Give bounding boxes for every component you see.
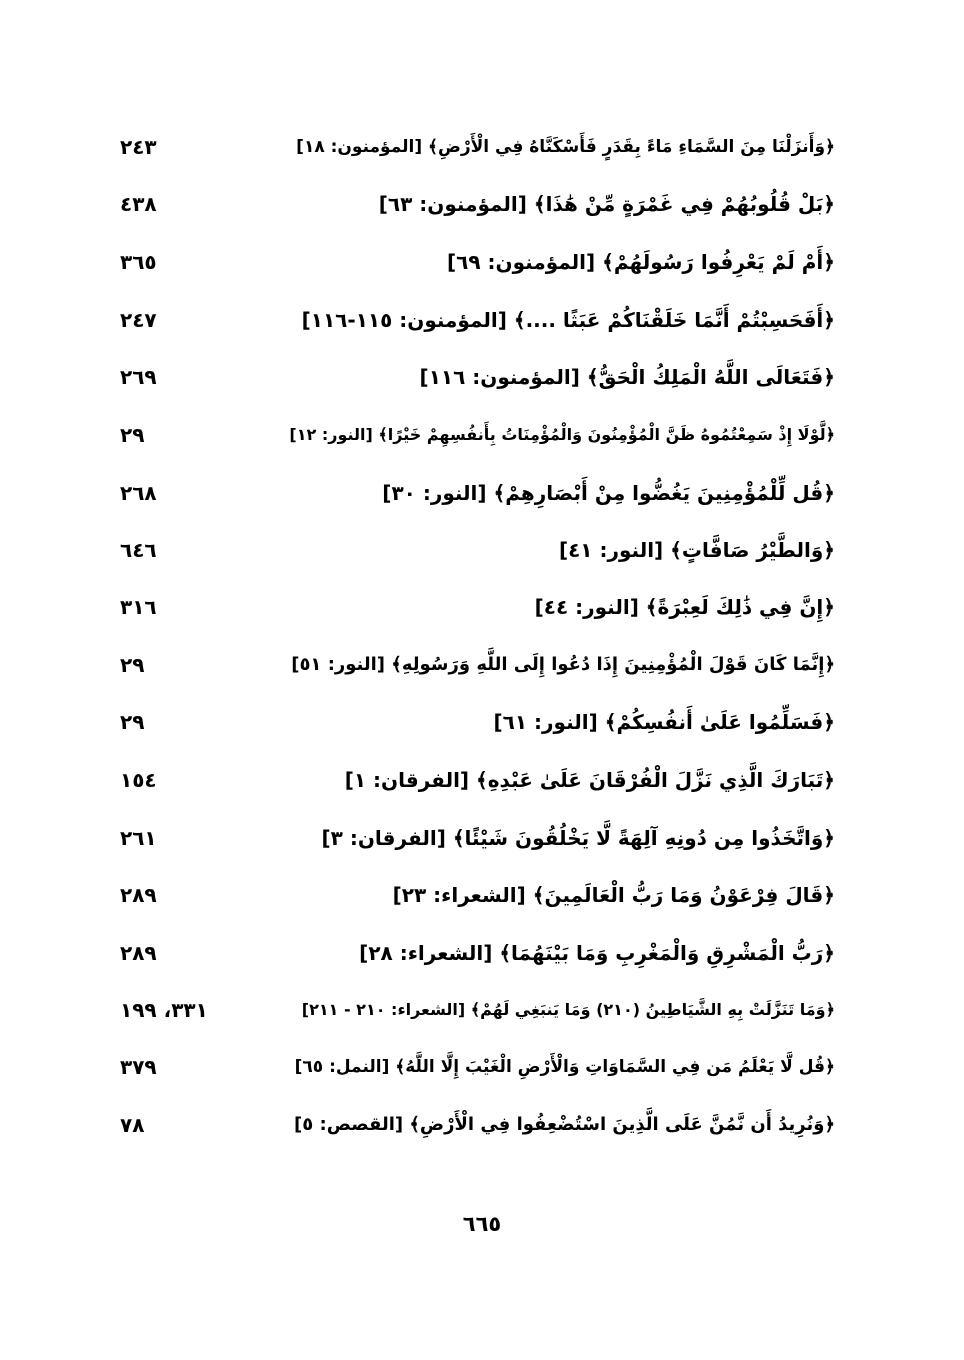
verse-text: ﴿قُل لِّلْمُؤْمِنِينَ يَغُضُّوا مِنْ أَبْصَارِهِمْ﴾ [النور: ٣٠]	[382, 481, 835, 505]
verse-text: ﴿فَسَلِّمُوا عَلَىٰ أَنفُسِكُمْ﴾ [النور: ٦١]	[493, 710, 835, 734]
page-reference: ٢٩	[120, 423, 145, 447]
index-row	[120, 875, 835, 915]
index-row	[120, 242, 835, 282]
page-reference: ٢٤٣	[120, 135, 157, 159]
page-reference: ٣٦٥	[120, 250, 157, 274]
index-row	[120, 933, 835, 973]
page-reference: ٢٦١	[120, 826, 157, 850]
verse-text: ﴿رَبُّ الْمَشْرِقِ وَالْمَغْرِبِ وَمَا بَيْنَهُمَا﴾ [الشعراء: ٢٨]	[359, 941, 835, 965]
page-reference: ٢٨٩	[120, 941, 157, 965]
index-row	[120, 127, 835, 167]
verse-text: ﴿وَأَنزَلْنَا مِنَ السَّمَاءِ مَاءً بِقَدَرٍ فَأَسْكَنَّاهُ فِي الْأَرْضِ﴾ [المؤمنون: ١٨]	[296, 137, 835, 157]
index-row	[120, 184, 835, 224]
index-row	[120, 1105, 835, 1145]
page-reference: ٣٧٩	[120, 1055, 157, 1079]
verse-text: ﴿بَلْ قُلُوبُهُمْ فِي غَمْرَةٍ مِّنْ هَٰذَا﴾ [المؤمنون: ٦٣]	[378, 192, 835, 216]
verse-text: ﴿فَتَعَالَى اللَّهُ الْمَلِكُ الْحَقُّ﴾ [المؤمنون: ١١٦]	[419, 365, 835, 389]
index-row	[120, 645, 835, 685]
verse-text: ﴿إِنَّمَا كَانَ قَوْلَ الْمُؤْمِنِينَ إِذَا دُعُوا إِلَى اللَّهِ وَرَسُولِهِ﴾ [النور: ٥١]	[291, 654, 835, 675]
page-reference: ٤٣٨	[120, 192, 157, 216]
verse-text: ﴿وَالطَّيْرُ صَافَّاتٍ﴾ [النور: ٤١]	[558, 538, 835, 562]
index-row	[120, 300, 835, 340]
page-reference: ٦٤٦	[120, 538, 157, 562]
index-row	[120, 1047, 835, 1087]
index-row	[120, 357, 835, 397]
page-reference: ٢٦٩	[120, 365, 157, 389]
page-reference: ٢٤٧	[120, 308, 157, 332]
verse-text: ﴿قَالَ فِرْعَوْنُ وَمَا رَبُّ الْعَالَمِينَ﴾ [الشعراء: ٢٣]	[392, 883, 835, 907]
index-row	[120, 760, 835, 800]
verse-text: ﴿تَبَارَكَ الَّذِي نَزَّلَ الْفُرْقَانَ عَلَىٰ عَبْدِهِ﴾ [الفرقان: ١]	[344, 768, 835, 792]
index-row	[120, 415, 835, 455]
index-row	[120, 530, 835, 570]
page-reference: ٢٨٩	[120, 883, 157, 907]
index-row	[120, 473, 835, 513]
page-reference: ٣٣١، ١٩٩	[120, 998, 208, 1022]
index-row	[120, 587, 835, 627]
verse-text: ﴿إِنَّ فِي ذَٰلِكَ لَعِبْرَةً﴾ [النور: ٤٤]	[534, 595, 835, 619]
page-reference: ٢٩	[120, 710, 145, 734]
index-row	[120, 818, 835, 858]
verse-text: ﴿قُل لَّا يَعْلَمُ مَن فِي السَّمَاوَاتِ وَالْأَرْضِ الْغَيْبَ إِلَّا اللَّهُ﴾ [النمل: ٦٥]	[294, 1057, 835, 1077]
index-row	[120, 990, 835, 1030]
verse-text: ﴿وَاتَّخَذُوا مِن دُونِهِ آلِهَةً لَّا يَخْلُقُونَ شَيْئًا﴾ [الفرقان: ٣]	[321, 826, 835, 850]
page-reference: ١٥٤	[120, 768, 157, 792]
page-reference: ٣١٦	[120, 595, 157, 619]
verse-text: ﴿لَّوْلَا إِذْ سَمِعْتُمُوهُ ظَنَّ الْمُؤْمِنُونَ وَالْمُؤْمِنَاتُ بِأَنفُسِهِمْ خَيْرًا﴾ [النور: ١٢]	[289, 425, 835, 444]
verse-text: ﴿أَفَحَسِبْتُمْ أَنَّمَا خَلَقْنَاكُمْ عَبَثًا ....﴾ [المؤمنون: ١١٥-١١٦]	[301, 308, 835, 332]
verse-text: ﴿أَمْ لَمْ يَعْرِفُوا رَسُولَهُمْ﴾ [المؤمنون: ٦٩]	[447, 250, 835, 274]
page-number: ٦٦٥	[462, 1212, 502, 1236]
verse-text: ﴿وَمَا تَنَزَّلَتْ بِهِ الشَّيَاطِينُ (٢١٠) وَمَا يَنبَغِي لَهُمْ﴾ [الشعراء: ٢١٠ - ٢١١]	[301, 1000, 835, 1019]
verse-text: ﴿وَنُرِيدُ أَن نَّمُنَّ عَلَى الَّذِينَ اسْتُضْعِفُوا فِي الْأَرْضِ﴾ [القصص: ٥]	[294, 1114, 835, 1135]
index-row	[120, 702, 835, 742]
page-reference: ٢٩	[120, 653, 145, 677]
page-reference: ٧٨	[120, 1113, 145, 1137]
page-reference: ٢٦٨	[120, 481, 157, 505]
